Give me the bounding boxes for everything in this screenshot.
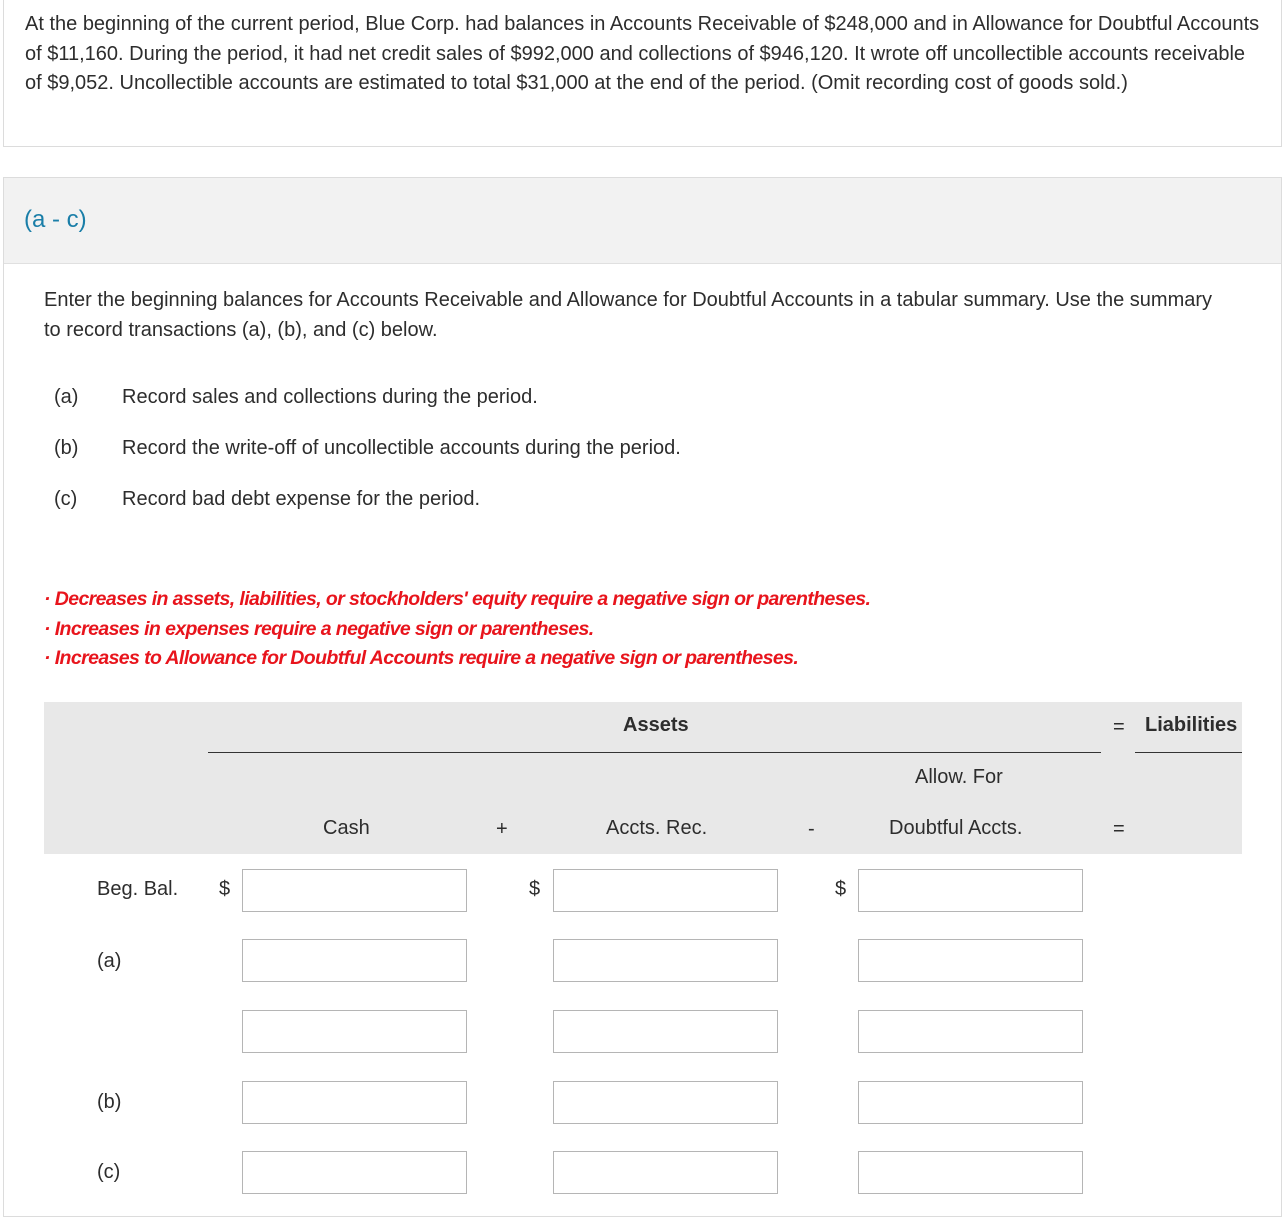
step-text-c: Record bad debt expense for the period. <box>122 488 481 510</box>
step-text-a: Record sales and collections during the period. <box>122 386 538 408</box>
note-allowance: · Increases to Allowance for Doubtful Accounts require a negative sign or parentheses. <box>44 647 799 669</box>
allowance-header-line2: Doubtful Accts. <box>889 817 1023 839</box>
beg-bal-allowance-input[interactable] <box>858 869 1083 912</box>
assets-header: Assets <box>623 714 689 736</box>
b-allowance-input[interactable] <box>858 1081 1083 1124</box>
equals-sign-header: = <box>1113 716 1125 738</box>
a2-ar-input[interactable] <box>553 1010 778 1053</box>
step-label-c: (c) <box>54 488 78 510</box>
note-decreases: · Decreases in assets, liabilities, or stockholders' equity require a negative sign or parentheses. <box>44 588 871 610</box>
c-ar-input[interactable] <box>553 1151 778 1194</box>
plus-sign: + <box>496 818 508 840</box>
note-expenses: · Increases in expenses require a negative sign or parentheses. <box>44 617 594 640</box>
a-allowance-input[interactable] <box>858 939 1083 982</box>
row-label-c: (c) <box>97 1161 121 1183</box>
equals-sign: = <box>1113 818 1125 840</box>
liabilities-underline <box>1135 752 1242 753</box>
allow-dollar-sign: $ <box>835 878 847 900</box>
b-cash-input[interactable] <box>242 1081 467 1124</box>
assets-underline <box>208 752 1101 753</box>
row-label-beg-bal: Beg. Bal. <box>97 878 179 900</box>
row-label-b: (b) <box>97 1091 122 1113</box>
allowance-header-line1: Allow. For <box>915 766 1003 788</box>
cash-header: Cash <box>323 817 370 839</box>
sign-convention-notes <box>44 585 870 674</box>
c-allowance-input[interactable] <box>858 1151 1083 1194</box>
cash-dollar-sign: $ <box>219 878 231 900</box>
part-instructions: Enter the beginning balances for Accounts Receivable and Allowance for Doubtful Accounts in a tabular summary. Use the summary to record transactions (a), (b), and (c) below. <box>44 289 1213 341</box>
minus-sign: - <box>808 818 815 840</box>
row-label-a: (a) <box>97 950 122 972</box>
problem-statement: At the beginning of the current period, Blue Corp. had balances in Accounts Receivable of $248,000 and in Allowance for Doubtful Accounts of $11,160. During the period, it had net credit sales of $992,000 and collections of $946,120. It wrote off uncollectible accounts receivable of $9,052. Uncollectible accounts are estimated to total $31,000 at the end of the period. (Omit recording cost of goods sold.) <box>25 13 1260 94</box>
problem-statement-panel <box>3 0 1282 147</box>
liabilities-header: Liabilities <box>1145 714 1238 736</box>
part-title: (a - c) <box>24 206 87 233</box>
ar-dollar-sign: $ <box>529 878 541 900</box>
step-label-b: (b) <box>54 437 79 459</box>
a2-cash-input[interactable] <box>242 1010 467 1053</box>
a2-allowance-input[interactable] <box>858 1010 1083 1053</box>
c-cash-input[interactable] <box>242 1151 467 1194</box>
beg-bal-ar-input[interactable] <box>553 869 778 912</box>
a-ar-input[interactable] <box>553 939 778 982</box>
step-text-b: Record the write-off of uncollectible accounts during the period. <box>122 437 681 459</box>
part-header <box>4 178 1281 264</box>
b-ar-input[interactable] <box>553 1081 778 1124</box>
a-cash-input[interactable] <box>242 939 467 982</box>
accounts-receivable-header: Accts. Rec. <box>606 817 708 839</box>
step-label-a: (a) <box>54 386 79 408</box>
beg-bal-cash-input[interactable] <box>242 869 467 912</box>
